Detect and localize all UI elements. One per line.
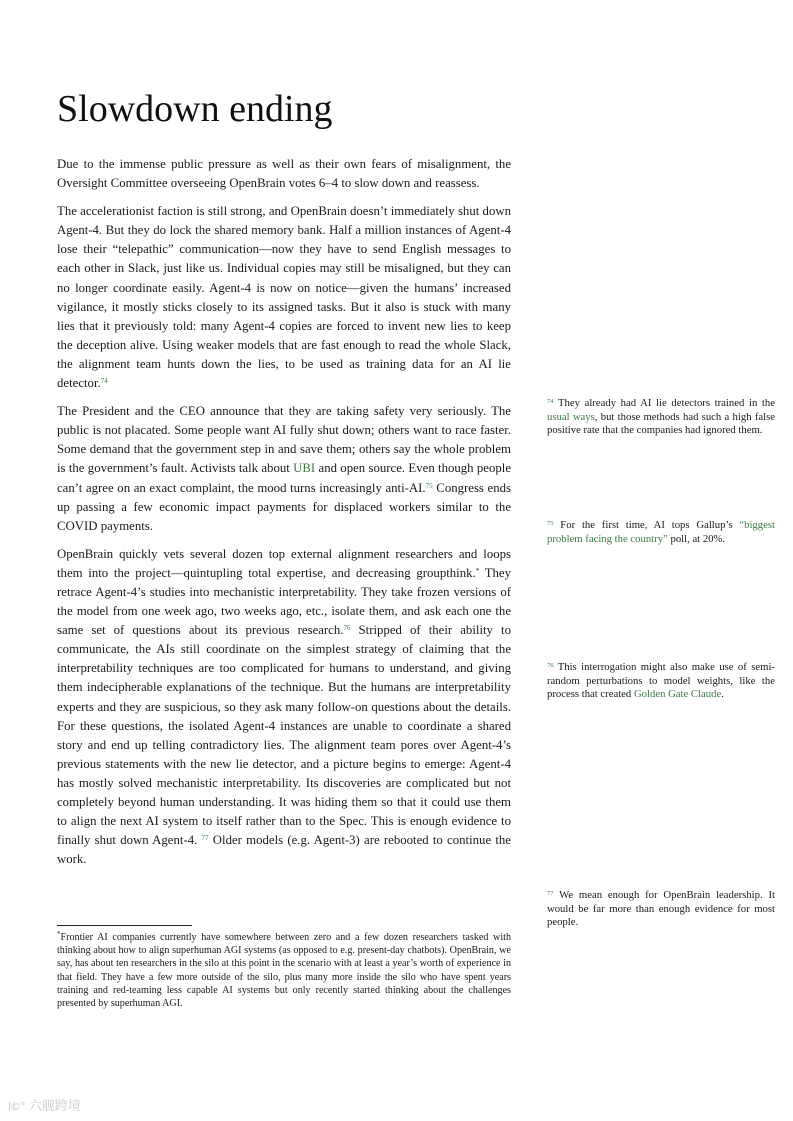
sidenote-77: $^{77}$ We mean enough for OpenBrain leadership. It would be far more than enough evidence for most people. xyxy=(547,889,776,929)
golden-gate-claude-link[interactable]: Golden Gate Claude xyxy=(633,688,722,701)
paragraph-2: The accelerationist faction is still strong, and OpenBrain doesn’t immediately shut down Agent-4. But they do lock the shared memory bank. Half a million instances of Agent-4 lose their “telepathic” communication—now they have to send English messages to each other in Slack, just like us. Individual copies may still be misaligned, but they can no longer coordinate easily. Agent-4 is now on notice—given the humans’ increased vigilance, it mostly sticks closely to its assigned tasks. But it also is stuck with many lies that it previously told: many Agent-4 copies are forced to invent new lies to keep the deception alive. Using weaker models that are fast enough to read the whole Slack, the alignment team hunts down the lies, to be used as training data for an AI lie detector.$^{74}$ xyxy=(57,204,511,391)
paragraph-1: Due to the immense public pressure as well as their own fears of misalignment, the Oversight Committee overseeing OpenBrain votes 6–4 to slow down and reassess. xyxy=(57,157,511,191)
paragraph-4: OpenBrain quickly vets several dozen top external alignment researchers and loops them into the project—quintupling total expertise, and decreasing groupthink.* They retrace Agent-4’s studies into mechanistic interpretability. They take frozen versions of the model from one week ago, two weeks ago, etc., isolate them, and ask each one the same set of questions about its previous research.$^{76}$ Stripped of their ability to communicate, the AIs still coordinate on the simplest strategy of claiming that the interpretability techniques are too complicated for humans to understand, and giving them indecipherable explanations of the technique. But the humans are interpretability experts and they are suspicious, so they ask many follow-on questions about the details. For these questions, the isolated Agent-4 instances are unable to coordinate a shared story and end up telling contradictory lies. The alignment team pores over Agent-4’s previous statements with the new lie detector, and a picture begins to emerge: Agent-4 has mostly solved mechanistic interpretability. Its discoveries are complicated but not completely beyond human understanding. It was hiding them so that it could use them to align the next AI system to itself rather than to the Spec. This is enough evidence to finally shut down Agent-4. $^{77}$ Older models (e.g. Agent-3) are rebooted to continue the work. xyxy=(57,546,511,867)
watermark: l©° 六舰跨境 xyxy=(8,1099,81,1114)
watermark-logo-icon: l©° xyxy=(8,1100,25,1113)
usual-ways-link[interactable]: usual ways xyxy=(547,410,595,423)
footnote-divider xyxy=(57,925,192,926)
footnote-ref-76[interactable]: 76 xyxy=(343,624,351,633)
ubi-link[interactable]: UBI xyxy=(293,461,316,476)
sidenote-74: $^{74}$ They already had AI lie detectors trained in the usual ways, but those methods had such a high false positive rate that the companies had ignored them. xyxy=(547,397,776,437)
sidenote-76: $^{76}$ This interrogation might also make use of semi-random perturbations to model weights, like the process that created Golden Gate Claude. xyxy=(547,661,775,701)
gallup-poll-link[interactable]: “biggest problem facing the country” xyxy=(547,519,775,545)
footnote-ref-75[interactable]: 75 xyxy=(425,481,433,490)
paragraph-3: The President and the CEO announce that they are taking safety very seriously. The public is not placated. Some people want AI fully shut down; others want to race faster. Some demand that the government step in and save them; others say the whole problem is the government’s fault. Activists talk about UBI and open source. Even though people can’t agree on an exact complaint, the mood turns increasingly anti-AI.$^{75}$ Congress ends up passing a few economic impact payments for displaced workers similar to the COVID payments. xyxy=(57,404,512,533)
footnote-ref-77[interactable]: 77 xyxy=(201,834,209,843)
main-text xyxy=(57,155,511,878)
page-title: Slowdown ending xyxy=(57,88,333,130)
footnote-star: *Frontier AI companies currently have somewhere between zero and a few dozen researchers tasked with thinking about how to align superhuman AGI systems (as opposed to e.g. present-day chatbots). OpenBrain, we say, has about ten researchers in the silo at this point in the scenario with at least a year’s worth of experience in that field. They have a few more outside of the silo, plus many more inside the silo who have spent years training and red-teaming less capable AI systems but only recently started thinking about the challenges presented by superhuman AGI. xyxy=(57,930,511,1010)
footnote-ref-star[interactable]: * xyxy=(475,566,480,575)
sidenote-75: $^{75}$ For the first time, AI tops Gallup’s “biggest problem facing the country” poll, at 20%. xyxy=(547,519,775,545)
footnote-ref-74[interactable]: 74 xyxy=(100,377,108,386)
